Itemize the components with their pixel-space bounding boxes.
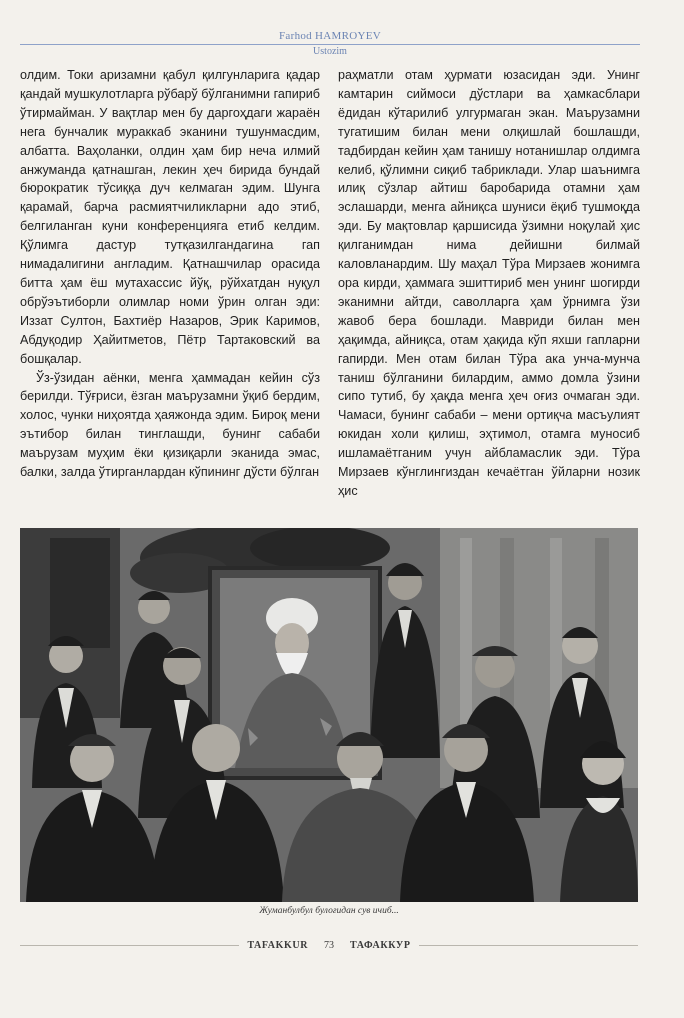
page-number: 73 [324,939,335,951]
left-paragraph-2: Ўз-ўзидан аёнки, менга ҳаммадан кейин сўз берилди. Тўғриси, ёзган маърузамни ўқиб бердим, холос, чунки ниҳоятда ҳаяжонда эдим. Бироқ мени эътибор билан тинглашди, бунинг сабаби маърузам муҳим ёки қизиқарли эканида эмас, балки, залда ўтирганлардан кўпининг дўсти бўлган [20,370,320,480]
photo-caption: Жуманбулбул булоғидан сув ичиб... [259,906,399,916]
footer-rule-left [20,945,239,946]
right-paragraph-1: раҳматли отам ҳурмати юзасидан эди. Унинг камтарин сиймоси дўстлари ва ҳамкасблари ёдидан кўтарилиб улгурмаган экан. Маърузамни тугатишим билан мени олқишлай бошлашди, тадбирдан кейин ҳам танишу нотанишлар олдимга келиб, қўлимни сиқиб табриклади. Улар шаънимга илиқ сўзлар айтиш баробарида отамни ҳам эслашарди, менга айниқса шуниси ёқиб тушмоқда эди. Бу мақтовлар қаршисида ўзимни ноқулай ҳис қилганимдан нима дейишни билмай каловланардим. Шу маҳал Тўра Мирзаев жонимга ора кирди, ҳаммага эшиттириб мен унинг шогирди эканимни айтди, саволларга ҳам ўрнимга ўзи жавоб бера бошлади. Мавриди билан мен ҳақимда, айниқса, отам ҳақида кўп яхши гапларни гапирди. Мен отам билан Тўра ака унча-мунча таниш бўлганини билардим, аммо домла ўзини сипо тутиб, бу ҳақда менга ҳеч оғиз очмаган эди. Чамаси, бунинг сабаби – мени ортиқча масъулият юкидан холи қилиш, эҳтимол, отамга муносиб ишламаётганим учун айбламаслик эди. Тўра Мирзаев кўнглингиздан кечаётган ўйларни нозик ҳис [338,68,640,498]
header-rule [20,44,640,45]
group-photograph [20,528,638,902]
footer-rule-right [419,945,638,946]
left-text-column [20,66,320,516]
photo-illustration [20,528,638,902]
page-footer [20,936,638,954]
running-head [20,30,640,60]
footer-title-latin: TAFAKKUR [247,939,309,951]
footer-title-cyrillic: ТАФАККУР [350,939,411,951]
left-paragraph-1: олдим. Токи аризамни қабул қилгунларига қадар қандай мушкулотларга рўбарў бўлганимни гапириб ўтирмайман. У вақтлар мен бу даргоҳдаги жараён нега бунчалик мураккаб эканини тушунмасдим, албатта. Ваҳоланки, олдин ҳам бир неча илмий анжуманда қатнашган, лекин ҳеч бирида бундай бюрократик тўсиққа дуч келмаган эдим. Шунга қарамай, барча расмиятчиликларни адо этиб, белгиланган куни конференцияга етиб келдим. Қўлимга дастур тутқазилгандагина гап нимадалигини англадим. Қатнашчилар орасида битта ҳам ёш мутахассис йўқ, рўйхатдан нуқул обрўэътиборли олимлар номи ўрин олган эди: Иззат Султон, Бахтиёр Назаров, Эрик Каримов, Абдуқодир Ҳайитметов, Пётр Тартаковский ва бошқалар. [20,68,320,366]
right-text-column [338,66,640,516]
section-title: Ustozim [313,46,347,57]
author-name: Farhod HAMROYEV [279,30,381,42]
